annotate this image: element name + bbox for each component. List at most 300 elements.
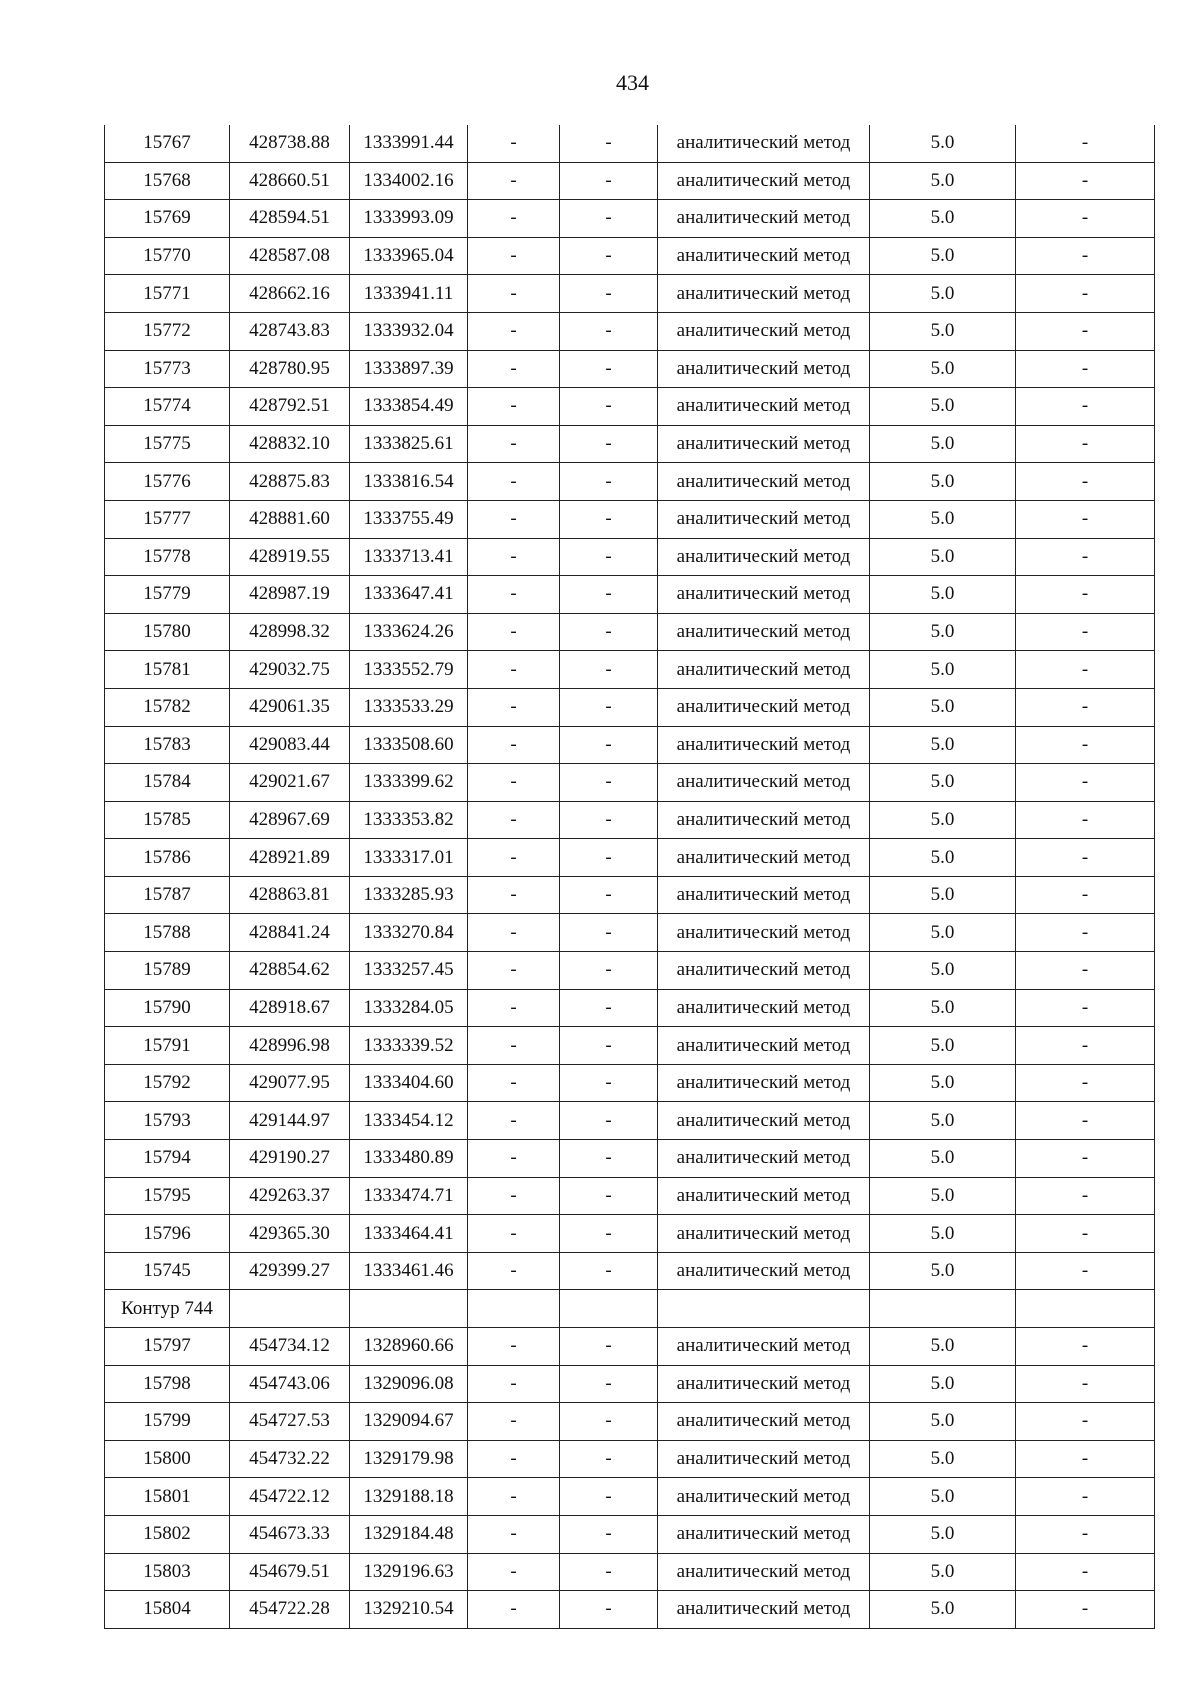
accuracy-cell: 5.0	[870, 1591, 1016, 1629]
dash-cell: -	[468, 1027, 560, 1065]
table-row	[105, 576, 1155, 614]
dash-cell: -	[468, 576, 560, 614]
dash-cell: -	[1016, 1177, 1155, 1215]
point-id-cell: 15787	[105, 876, 230, 914]
y-coordinate-cell: 1329210.54	[350, 1591, 468, 1629]
table-row	[105, 538, 1155, 576]
method-cell: аналитический метод	[658, 1215, 870, 1253]
dash-cell: -	[560, 576, 658, 614]
table-row	[105, 350, 1155, 388]
point-id-cell: 15771	[105, 275, 230, 313]
method-cell: аналитический метод	[658, 1478, 870, 1516]
accuracy-cell: 5.0	[870, 1365, 1016, 1403]
table-row	[105, 1365, 1155, 1403]
table-row	[105, 1440, 1155, 1478]
accuracy-cell: 5.0	[870, 764, 1016, 802]
method-cell: аналитический метод	[658, 125, 870, 162]
point-id-cell: 15780	[105, 613, 230, 651]
method-cell: аналитический метод	[658, 576, 870, 614]
accuracy-cell: 5.0	[870, 1027, 1016, 1065]
dash-cell: -	[560, 1064, 658, 1102]
dash-cell: -	[1016, 726, 1155, 764]
dash-cell: -	[560, 1102, 658, 1140]
accuracy-cell: 5.0	[870, 952, 1016, 990]
table-row	[105, 801, 1155, 839]
point-id-cell: 15781	[105, 651, 230, 689]
x-coordinate-cell: 428875.83	[230, 463, 350, 501]
dash-cell: -	[560, 726, 658, 764]
method-cell: аналитический метод	[658, 425, 870, 463]
dash-cell: -	[560, 989, 658, 1027]
dash-cell: -	[468, 801, 560, 839]
dash-cell: -	[1016, 237, 1155, 275]
x-coordinate-cell: 454679.51	[230, 1553, 350, 1591]
y-coordinate-cell: 1333399.62	[350, 764, 468, 802]
contour-header-row	[105, 1290, 1155, 1328]
x-coordinate-cell: 429144.97	[230, 1102, 350, 1140]
method-cell: аналитический метод	[658, 688, 870, 726]
dash-cell: -	[468, 500, 560, 538]
x-coordinate-cell: 454673.33	[230, 1515, 350, 1553]
point-id-cell: 15789	[105, 952, 230, 990]
y-coordinate-cell: 1328960.66	[350, 1328, 468, 1366]
point-id-cell: 15797	[105, 1328, 230, 1366]
table-body	[105, 125, 1155, 1628]
method-cell: аналитический метод	[658, 989, 870, 1027]
dash-cell: -	[1016, 538, 1155, 576]
x-coordinate-cell: 428987.19	[230, 576, 350, 614]
dash-cell: -	[1016, 1102, 1155, 1140]
dash-cell: -	[1016, 1553, 1155, 1591]
page-number: 434	[616, 70, 649, 95]
accuracy-cell: 5.0	[870, 200, 1016, 238]
dash-cell: -	[468, 1440, 560, 1478]
dash-cell: -	[1016, 801, 1155, 839]
x-coordinate-cell: 428587.08	[230, 237, 350, 275]
dash-cell: -	[1016, 312, 1155, 350]
method-cell: аналитический метод	[658, 1177, 870, 1215]
dash-cell: -	[560, 1515, 658, 1553]
x-coordinate-cell: 429263.37	[230, 1177, 350, 1215]
point-id-cell: 15794	[105, 1140, 230, 1178]
method-cell: аналитический метод	[658, 1140, 870, 1178]
dash-cell: -	[468, 613, 560, 651]
x-coordinate-cell: 454732.22	[230, 1440, 350, 1478]
dash-cell: -	[468, 1591, 560, 1629]
table-row	[105, 1515, 1155, 1553]
dash-cell: -	[1016, 839, 1155, 877]
dash-cell: -	[560, 876, 658, 914]
point-id-cell: 15776	[105, 463, 230, 501]
dash-cell: -	[1016, 500, 1155, 538]
y-coordinate-cell: 1333474.71	[350, 1177, 468, 1215]
dash-cell: -	[468, 275, 560, 313]
method-cell: аналитический метод	[658, 463, 870, 501]
accuracy-cell: 5.0	[870, 312, 1016, 350]
empty-cell	[468, 1290, 560, 1328]
x-coordinate-cell: 428792.51	[230, 388, 350, 426]
table-row	[105, 1553, 1155, 1591]
method-cell: аналитический метод	[658, 1328, 870, 1366]
empty-cell	[350, 1290, 468, 1328]
dash-cell: -	[1016, 200, 1155, 238]
dash-cell: -	[1016, 613, 1155, 651]
y-coordinate-cell: 1333339.52	[350, 1027, 468, 1065]
x-coordinate-cell: 454722.12	[230, 1478, 350, 1516]
y-coordinate-cell: 1333270.84	[350, 914, 468, 952]
dash-cell: -	[468, 764, 560, 802]
dash-cell: -	[560, 1365, 658, 1403]
point-id-cell: 15801	[105, 1478, 230, 1516]
method-cell: аналитический метод	[658, 200, 870, 238]
accuracy-cell: 5.0	[870, 1515, 1016, 1553]
dash-cell: -	[468, 1403, 560, 1441]
y-coordinate-cell: 1333454.12	[350, 1102, 468, 1140]
point-id-cell: 15770	[105, 237, 230, 275]
point-id-cell: 15773	[105, 350, 230, 388]
dash-cell: -	[560, 1177, 658, 1215]
dash-cell: -	[468, 651, 560, 689]
dash-cell: -	[560, 952, 658, 990]
y-coordinate-cell: 1333993.09	[350, 200, 468, 238]
dash-cell: -	[1016, 463, 1155, 501]
x-coordinate-cell: 429190.27	[230, 1140, 350, 1178]
x-coordinate-cell: 454734.12	[230, 1328, 350, 1366]
dash-cell: -	[1016, 1591, 1155, 1629]
table-row	[105, 1102, 1155, 1140]
dash-cell: -	[1016, 1440, 1155, 1478]
empty-cell	[230, 1290, 350, 1328]
point-id-cell: 15775	[105, 425, 230, 463]
method-cell: аналитический метод	[658, 1252, 870, 1290]
point-id-cell: 15798	[105, 1365, 230, 1403]
method-cell: аналитический метод	[658, 952, 870, 990]
dash-cell: -	[560, 500, 658, 538]
dash-cell: -	[1016, 989, 1155, 1027]
dash-cell: -	[468, 989, 560, 1027]
method-cell: аналитический метод	[658, 312, 870, 350]
dash-cell: -	[1016, 1140, 1155, 1178]
y-coordinate-cell: 1333353.82	[350, 801, 468, 839]
x-coordinate-cell: 454727.53	[230, 1403, 350, 1441]
method-cell: аналитический метод	[658, 726, 870, 764]
accuracy-cell: 5.0	[870, 1478, 1016, 1516]
point-id-cell: 15791	[105, 1027, 230, 1065]
dash-cell: -	[468, 1215, 560, 1253]
dash-cell: -	[468, 1140, 560, 1178]
dash-cell: -	[560, 162, 658, 200]
method-cell: аналитический метод	[658, 500, 870, 538]
dash-cell: -	[468, 1177, 560, 1215]
table-row	[105, 237, 1155, 275]
x-coordinate-cell: 428660.51	[230, 162, 350, 200]
point-id-cell: 15802	[105, 1515, 230, 1553]
y-coordinate-cell: 1333932.04	[350, 312, 468, 350]
table-row	[105, 1027, 1155, 1065]
x-coordinate-cell: 429077.95	[230, 1064, 350, 1102]
y-coordinate-cell: 1333464.41	[350, 1215, 468, 1253]
x-coordinate-cell: 428780.95	[230, 350, 350, 388]
y-coordinate-cell: 1333404.60	[350, 1064, 468, 1102]
y-coordinate-cell: 1329196.63	[350, 1553, 468, 1591]
point-id-cell: 15767	[105, 125, 230, 162]
y-coordinate-cell: 1333533.29	[350, 688, 468, 726]
method-cell: аналитический метод	[658, 1591, 870, 1629]
point-id-cell: 15774	[105, 388, 230, 426]
point-id-cell: 15788	[105, 914, 230, 952]
point-id-cell: 15793	[105, 1102, 230, 1140]
method-cell: аналитический метод	[658, 613, 870, 651]
point-id-cell: 15803	[105, 1553, 230, 1591]
dash-cell: -	[1016, 1515, 1155, 1553]
dash-cell: -	[1016, 1403, 1155, 1441]
dash-cell: -	[560, 237, 658, 275]
table-row	[105, 1140, 1155, 1178]
x-coordinate-cell: 428918.67	[230, 989, 350, 1027]
method-cell: аналитический метод	[658, 1027, 870, 1065]
accuracy-cell: 5.0	[870, 463, 1016, 501]
table-row	[105, 1403, 1155, 1441]
table-row	[105, 1478, 1155, 1516]
accuracy-cell: 5.0	[870, 876, 1016, 914]
accuracy-cell: 5.0	[870, 425, 1016, 463]
x-coordinate-cell: 428881.60	[230, 500, 350, 538]
dash-cell: -	[560, 914, 658, 952]
dash-cell: -	[468, 425, 560, 463]
table-row	[105, 613, 1155, 651]
accuracy-cell: 5.0	[870, 801, 1016, 839]
table-row	[105, 500, 1155, 538]
dash-cell: -	[468, 876, 560, 914]
dash-cell: -	[560, 275, 658, 313]
y-coordinate-cell: 1333624.26	[350, 613, 468, 651]
y-coordinate-cell: 1333285.93	[350, 876, 468, 914]
dash-cell: -	[560, 312, 658, 350]
dash-cell: -	[468, 350, 560, 388]
method-cell: аналитический метод	[658, 764, 870, 802]
accuracy-cell: 5.0	[870, 500, 1016, 538]
table-row	[105, 388, 1155, 426]
dash-cell: -	[1016, 1027, 1155, 1065]
coordinates-table	[104, 125, 1155, 1629]
accuracy-cell: 5.0	[870, 576, 1016, 614]
point-id-cell: 15778	[105, 538, 230, 576]
table-row	[105, 162, 1155, 200]
method-cell: аналитический метод	[658, 538, 870, 576]
dash-cell: -	[468, 839, 560, 877]
point-id-cell: 15783	[105, 726, 230, 764]
dash-cell: -	[560, 538, 658, 576]
table-row	[105, 726, 1155, 764]
dash-cell: -	[1016, 425, 1155, 463]
method-cell: аналитический метод	[658, 914, 870, 952]
dash-cell: -	[468, 1553, 560, 1591]
dash-cell: -	[560, 1027, 658, 1065]
dash-cell: -	[1016, 162, 1155, 200]
dash-cell: -	[560, 1478, 658, 1516]
y-coordinate-cell: 1333897.39	[350, 350, 468, 388]
y-coordinate-cell: 1334002.16	[350, 162, 468, 200]
method-cell: аналитический метод	[658, 350, 870, 388]
point-id-cell: 15745	[105, 1252, 230, 1290]
x-coordinate-cell: 428738.88	[230, 125, 350, 162]
dash-cell: -	[560, 613, 658, 651]
dash-cell: -	[560, 425, 658, 463]
dash-cell: -	[1016, 651, 1155, 689]
dash-cell: -	[560, 1553, 658, 1591]
dash-cell: -	[468, 1102, 560, 1140]
accuracy-cell: 5.0	[870, 1252, 1016, 1290]
dash-cell: -	[468, 125, 560, 162]
dash-cell: -	[1016, 350, 1155, 388]
dash-cell: -	[560, 388, 658, 426]
method-cell: аналитический метод	[658, 275, 870, 313]
accuracy-cell: 5.0	[870, 237, 1016, 275]
dash-cell: -	[468, 1515, 560, 1553]
method-cell: аналитический метод	[658, 651, 870, 689]
dash-cell: -	[1016, 125, 1155, 162]
dash-cell: -	[1016, 388, 1155, 426]
x-coordinate-cell: 428863.81	[230, 876, 350, 914]
y-coordinate-cell: 1333825.61	[350, 425, 468, 463]
point-id-cell: 15800	[105, 1440, 230, 1478]
y-coordinate-cell: 1333941.11	[350, 275, 468, 313]
accuracy-cell: 5.0	[870, 125, 1016, 162]
dash-cell: -	[560, 801, 658, 839]
dash-cell: -	[560, 463, 658, 501]
y-coordinate-cell: 1333965.04	[350, 237, 468, 275]
method-cell: аналитический метод	[658, 1553, 870, 1591]
dash-cell: -	[1016, 952, 1155, 990]
x-coordinate-cell: 429021.67	[230, 764, 350, 802]
accuracy-cell: 5.0	[870, 1177, 1016, 1215]
table-row	[105, 463, 1155, 501]
point-id-cell: 15784	[105, 764, 230, 802]
y-coordinate-cell: 1333480.89	[350, 1140, 468, 1178]
table-row	[105, 425, 1155, 463]
dash-cell: -	[1016, 764, 1155, 802]
dash-cell: -	[1016, 1215, 1155, 1253]
accuracy-cell: 5.0	[870, 1328, 1016, 1366]
dash-cell: -	[468, 237, 560, 275]
dash-cell: -	[468, 312, 560, 350]
dash-cell: -	[560, 1140, 658, 1178]
method-cell: аналитический метод	[658, 237, 870, 275]
method-cell: аналитический метод	[658, 1365, 870, 1403]
x-coordinate-cell: 428832.10	[230, 425, 350, 463]
dash-cell: -	[1016, 876, 1155, 914]
y-coordinate-cell: 1333317.01	[350, 839, 468, 877]
table-row	[105, 876, 1155, 914]
point-id-cell: 15792	[105, 1064, 230, 1102]
dash-cell: -	[560, 1215, 658, 1253]
point-id-cell: 15772	[105, 312, 230, 350]
y-coordinate-cell: 1333713.41	[350, 538, 468, 576]
x-coordinate-cell: 428854.62	[230, 952, 350, 990]
dash-cell: -	[560, 125, 658, 162]
dash-cell: -	[560, 1328, 658, 1366]
y-coordinate-cell: 1329094.67	[350, 1403, 468, 1441]
x-coordinate-cell: 429083.44	[230, 726, 350, 764]
y-coordinate-cell: 1333461.46	[350, 1252, 468, 1290]
x-coordinate-cell: 429061.35	[230, 688, 350, 726]
dash-cell: -	[560, 1252, 658, 1290]
x-coordinate-cell: 428841.24	[230, 914, 350, 952]
dash-cell: -	[560, 1403, 658, 1441]
y-coordinate-cell: 1333552.79	[350, 651, 468, 689]
dash-cell: -	[560, 764, 658, 802]
contour-label: Контур 744	[105, 1290, 230, 1328]
accuracy-cell: 5.0	[870, 162, 1016, 200]
table-row	[105, 1064, 1155, 1102]
y-coordinate-cell: 1329188.18	[350, 1478, 468, 1516]
dash-cell: -	[1016, 688, 1155, 726]
x-coordinate-cell: 428919.55	[230, 538, 350, 576]
method-cell: аналитический метод	[658, 839, 870, 877]
dash-cell: -	[468, 1478, 560, 1516]
empty-cell	[658, 1290, 870, 1328]
dash-cell: -	[468, 162, 560, 200]
accuracy-cell: 5.0	[870, 914, 1016, 952]
method-cell: аналитический метод	[658, 388, 870, 426]
table-row	[105, 764, 1155, 802]
accuracy-cell: 5.0	[870, 651, 1016, 689]
accuracy-cell: 5.0	[870, 613, 1016, 651]
y-coordinate-cell: 1333647.41	[350, 576, 468, 614]
point-id-cell: 15786	[105, 839, 230, 877]
y-coordinate-cell: 1333854.49	[350, 388, 468, 426]
dash-cell: -	[1016, 914, 1155, 952]
accuracy-cell: 5.0	[870, 839, 1016, 877]
y-coordinate-cell: 1333257.45	[350, 952, 468, 990]
empty-cell	[1016, 1290, 1155, 1328]
x-coordinate-cell: 428662.16	[230, 275, 350, 313]
dash-cell: -	[468, 538, 560, 576]
method-cell: аналитический метод	[658, 162, 870, 200]
dash-cell: -	[468, 1064, 560, 1102]
dash-cell: -	[1016, 1252, 1155, 1290]
dash-cell: -	[468, 388, 560, 426]
accuracy-cell: 5.0	[870, 989, 1016, 1027]
table-row	[105, 1591, 1155, 1629]
point-id-cell: 15799	[105, 1403, 230, 1441]
dash-cell: -	[560, 200, 658, 238]
table-row	[105, 952, 1155, 990]
accuracy-cell: 5.0	[870, 726, 1016, 764]
point-id-cell: 15790	[105, 989, 230, 1027]
accuracy-cell: 5.0	[870, 1403, 1016, 1441]
table-row	[105, 312, 1155, 350]
x-coordinate-cell: 428921.89	[230, 839, 350, 877]
x-coordinate-cell: 429032.75	[230, 651, 350, 689]
dash-cell: -	[468, 952, 560, 990]
dash-cell: -	[560, 839, 658, 877]
dash-cell: -	[468, 1328, 560, 1366]
accuracy-cell: 5.0	[870, 1102, 1016, 1140]
accuracy-cell: 5.0	[870, 1440, 1016, 1478]
dash-cell: -	[1016, 576, 1155, 614]
accuracy-cell: 5.0	[870, 275, 1016, 313]
point-id-cell: 15796	[105, 1215, 230, 1253]
y-coordinate-cell: 1333816.54	[350, 463, 468, 501]
point-id-cell: 15804	[105, 1591, 230, 1629]
point-id-cell: 15769	[105, 200, 230, 238]
table-row	[105, 1215, 1155, 1253]
table-row	[105, 1328, 1155, 1366]
table-row	[105, 914, 1155, 952]
method-cell: аналитический метод	[658, 1403, 870, 1441]
table-row	[105, 839, 1155, 877]
